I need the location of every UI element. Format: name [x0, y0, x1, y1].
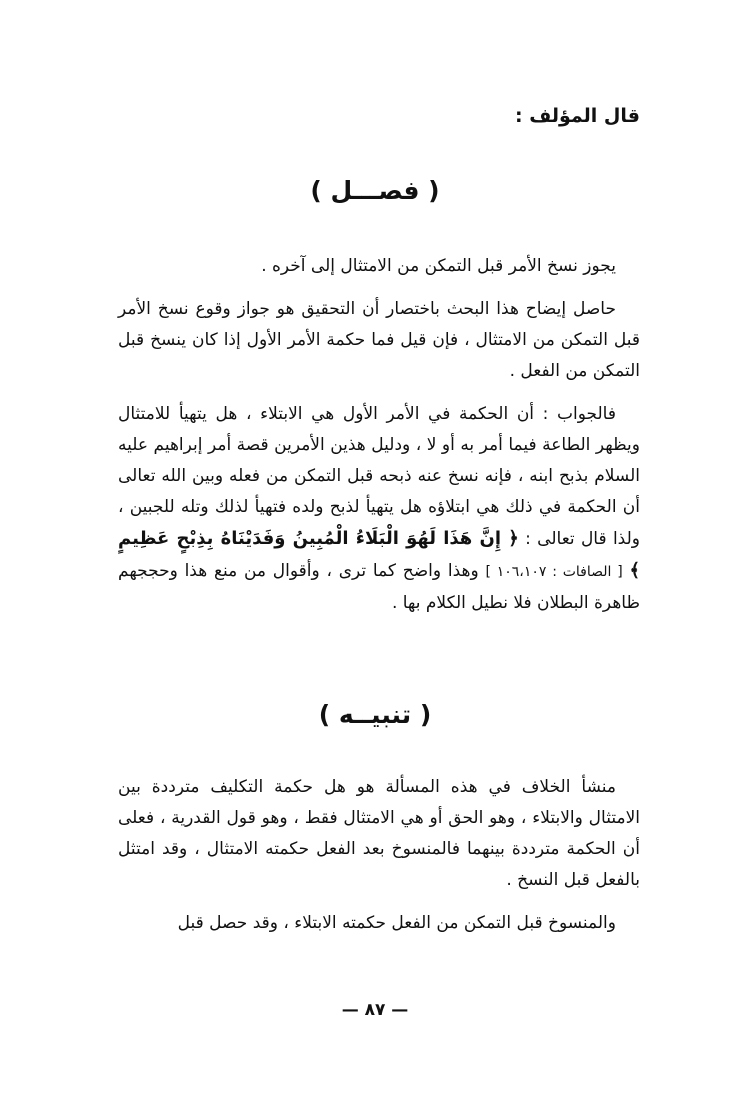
notice-paragraph-1: منشأ الخلاف في هذه المسألة هو هل حكمة التكليف مترددة بين الامتثال والابتلاء ، وهو الحق أو هي الامتثال فقط ، وهو قول القدرية ، فعلى أن الحكمة مترددة بينهما فالمنسوخ بعد الفعل حكمته الامتثال ، وقد امتثل بالفعل قبل النسخ . — [118, 777, 640, 890]
notice-body — [118, 772, 640, 939]
quran-verse: ﴿ إِنَّ هَذَا لَهُوَ الْبَلَاءُ الْمُبِينُ وَفَدَيْنَاهُ بِذِبْحٍ عَظِيمٍ ﴾ — [118, 528, 641, 581]
section-paragraph-1: يجوز نسخ الأمر قبل التمكن من الامتثال إلى آخره . — [261, 256, 616, 276]
section-paragraph-2: حاصل إيضاح هذا البحث باختصار أن التحقيق هو جواز وقوع نسخ الأمر قبل التمكن من الامتثال ، فإن قيل فما حكمة الأمر الأول إذا كان ينسخ قبل التمكن من الفعل . — [118, 299, 640, 381]
conclusion-text: وهذا واضح كما ترى ، وأقوال من منع هذا وحججهم ظاهرة البطلان فلا نطيل الكلام بها . — [118, 561, 640, 613]
page-number: — ٨٧ — — [341, 1000, 409, 1020]
section-paragraph-3 — [118, 399, 640, 619]
author-label: قال المؤلف : — [515, 105, 640, 127]
notice-heading: ( تنبيــه ) — [318, 700, 432, 729]
section-heading: ( فصـــل ) — [310, 176, 440, 205]
section-body — [118, 251, 640, 619]
notice-paragraph-2: والمنسوخ قبل التمكن من الفعل حكمته الابتلاء ، وقد حصل قبل — [177, 913, 616, 933]
verse-reference: [ الصافات : ١٠٦،١٠٧ ] — [485, 564, 623, 580]
answer-text: فالجواب : أن الحكمة في الأمر الأول هي الابتلاء ، هل يتهيأ للامتثال ويظهر الطاعة فيما أمر به أو لا ، ودليل هذين الأمرين قصة أمر إبراهيم عليه السلام بذبح ابنه ، فإنه نسخ عنه ذبحه قبل التمكن من فعله وبين الله تعالى أن الحكمة في ذلك هي ابتلاؤه هل يتهيأ لذبح ولده فتهيأ لذلك وتله للجبين ، ولذا قال تعالى : — [118, 404, 640, 549]
